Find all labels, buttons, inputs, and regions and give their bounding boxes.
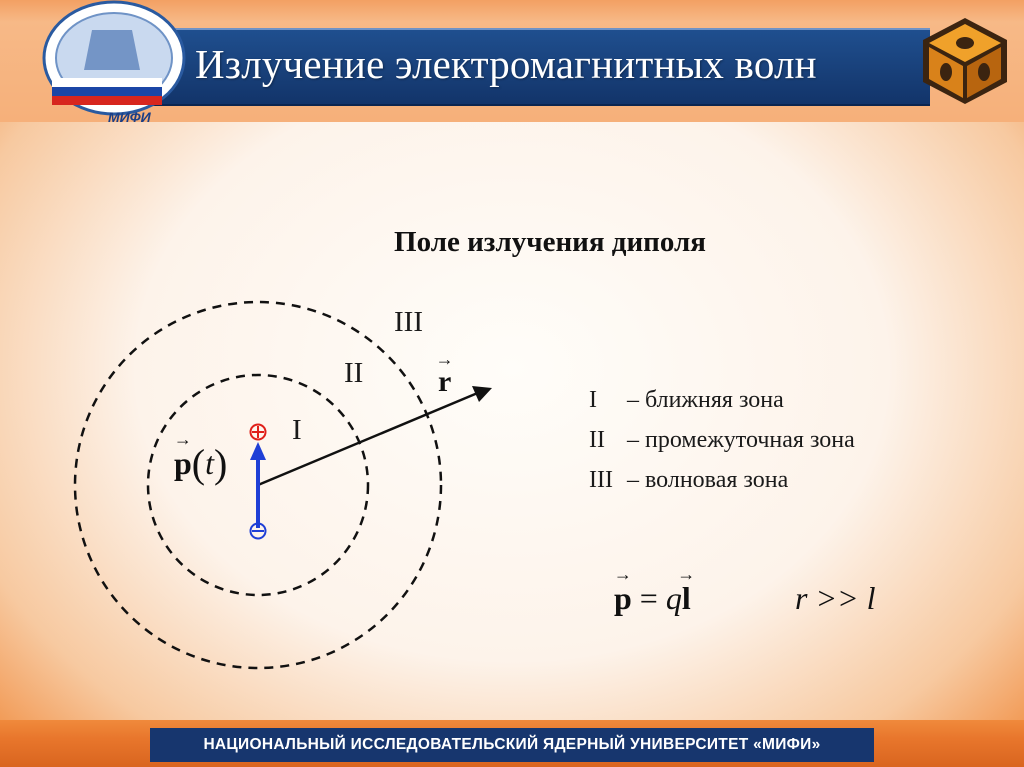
- vector-r-label: → r: [435, 349, 454, 398]
- page-title: Излучение электромагнитных волн: [195, 41, 817, 87]
- legend-item: I – ближняя зона: [589, 387, 784, 413]
- zone-legend: [589, 380, 855, 500]
- footer-text: НАЦИОНАЛЬНЫЙ ИССЛЕДОВАТЕЛЬСКИЙ ЯДЕРНЫЙ УНИВЕРСИТЕТ «МИФИ»: [203, 736, 821, 753]
- zone-label-1: I: [292, 414, 302, 446]
- dipole-arrowhead: [250, 442, 266, 460]
- logo-text: МИФИ: [108, 109, 151, 125]
- dipole-formula: → p = q → l: [613, 564, 696, 616]
- dipole-moment-label: → p(t): [173, 429, 228, 486]
- condition-formula: r >> l: [795, 580, 876, 616]
- slide-subtitle: Поле излучения диполя: [394, 226, 706, 258]
- legend-item: III – волновая зона: [589, 467, 789, 493]
- zone-label-3: III: [394, 306, 423, 338]
- zone-label-2: II: [344, 357, 364, 389]
- legend-item: II – промежуточная зона: [589, 427, 855, 453]
